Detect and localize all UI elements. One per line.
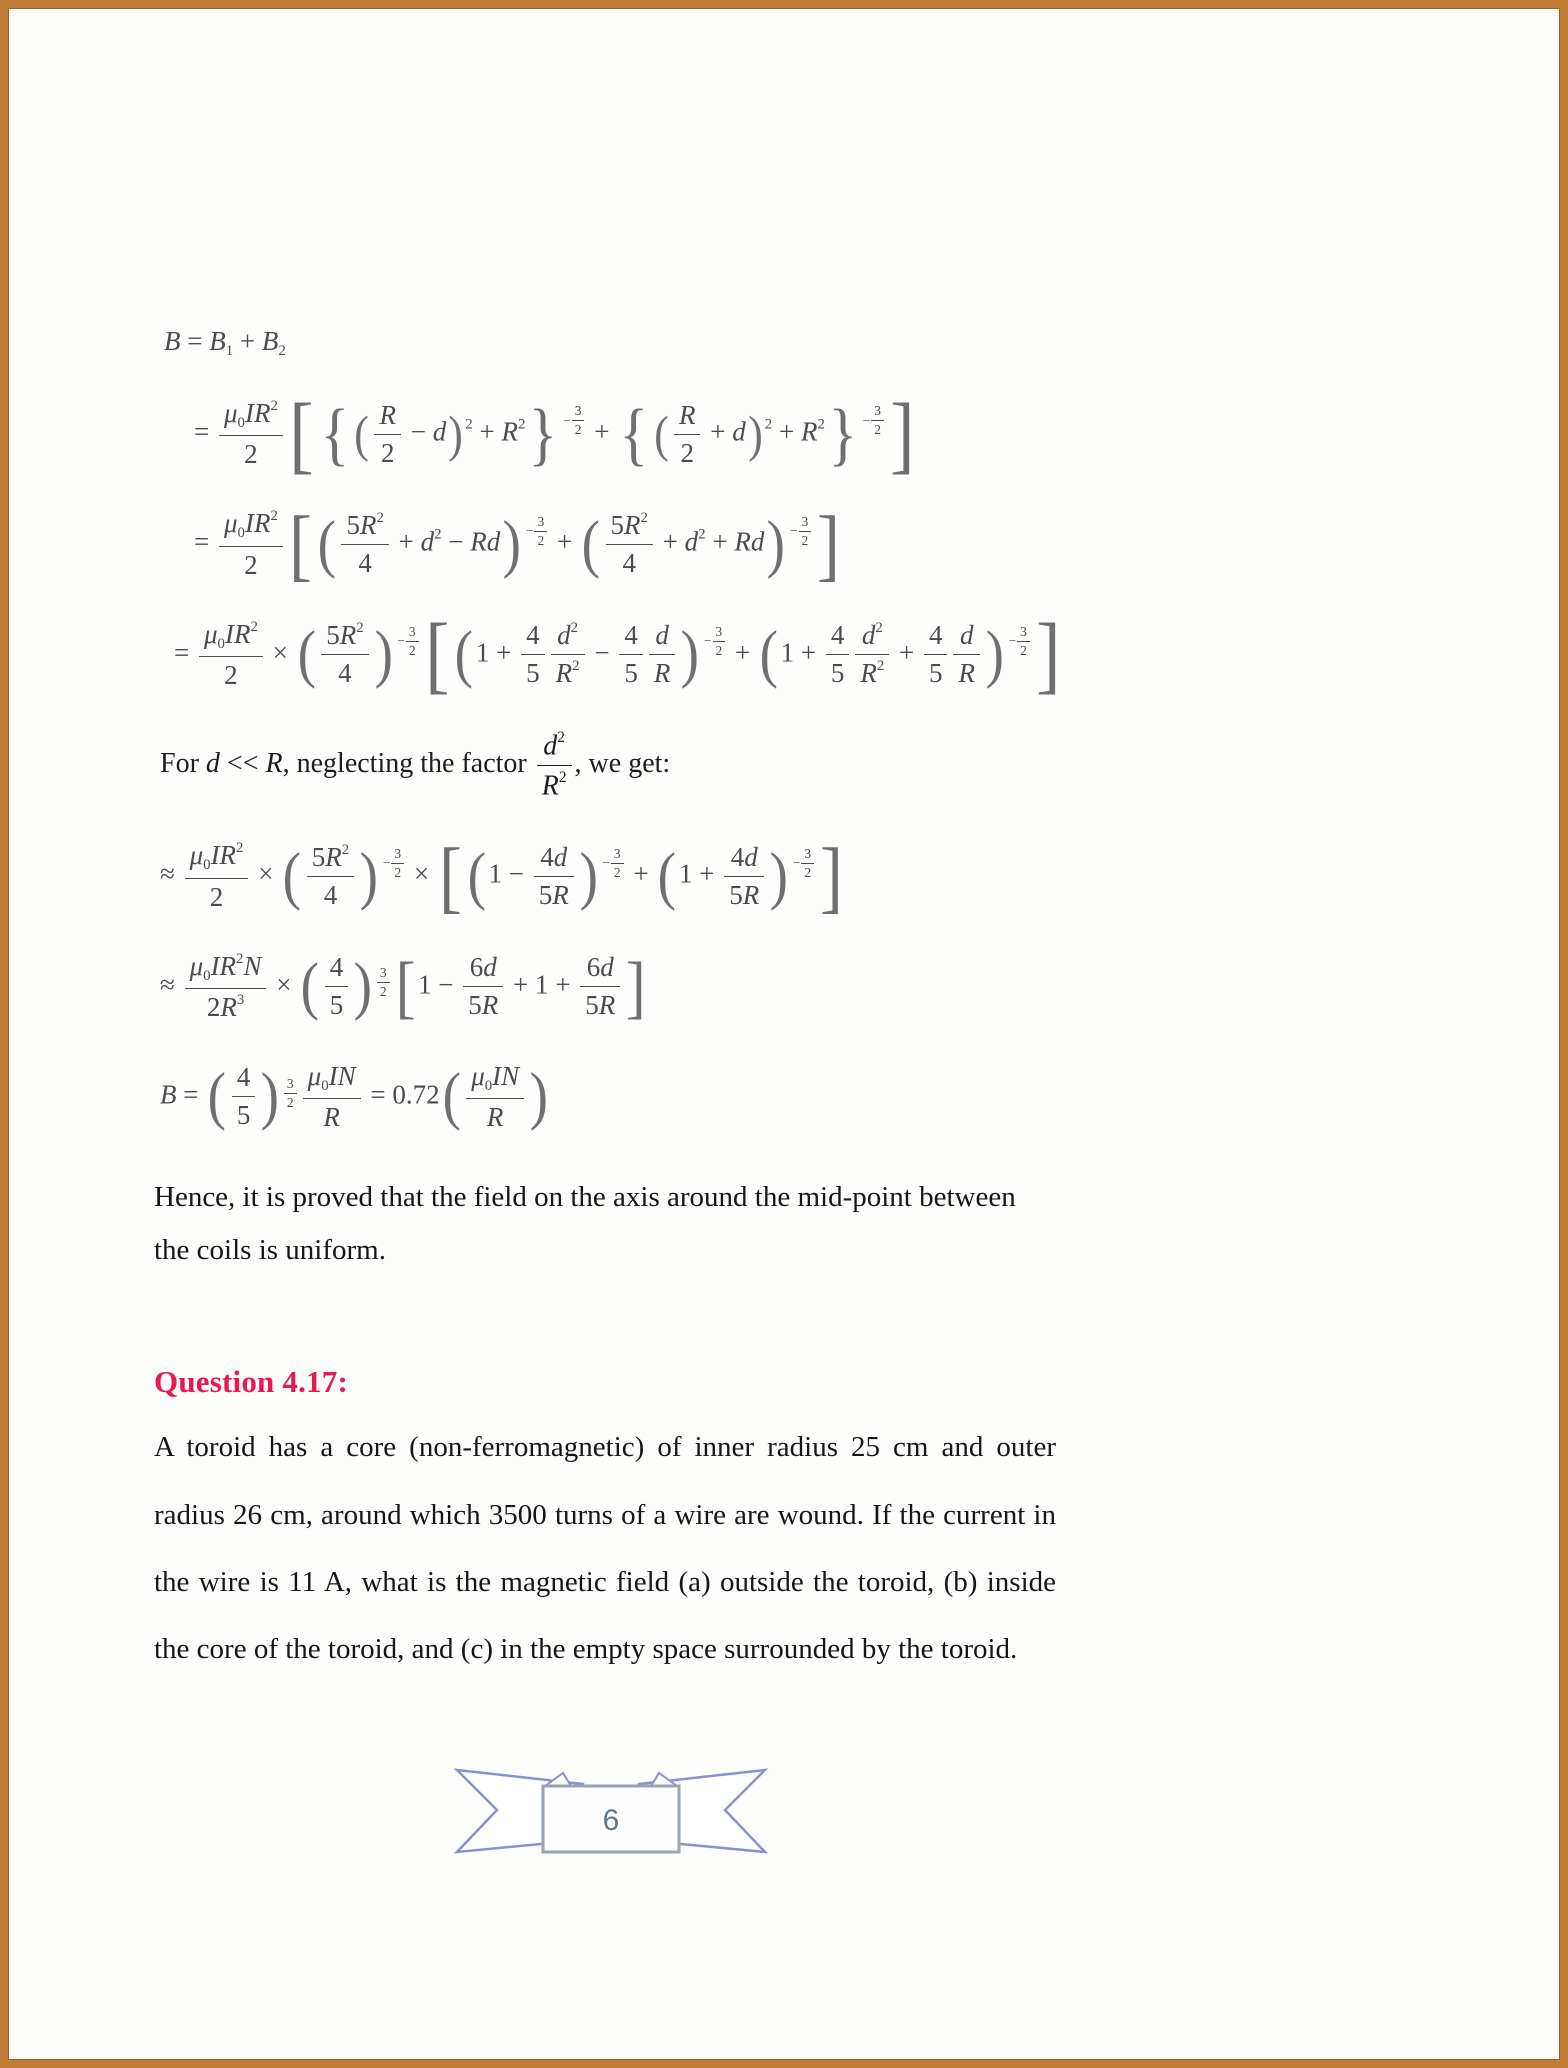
- text-neglecting-factor: For d << R, neglecting the factor $\frac{d^2}{R^2}$ , we get:: [160, 728, 671, 802]
- question-body: A toroid has a core (non-ferromagnetic) of inner radius 25 cm and outer radius 26 cm, around which 3500 turns of a wire are wound. If the current in the wire is 11 A, what is the magnetic field (a) outside the toroid, (b) inside the core of the toroid, and (c) in the empty space surrounded by the toroid.: [154, 1431, 1056, 1666]
- eq-step-3: = $\frac{\mu 0IR^2}{2}$ × ( $\frac{5R^2}{4}$ ) − $\frac{3}{2}$ [(1 + $\frac{4}{5}$ $\frac{d^2}{R^2}$ − $\frac{4}{5}$ $\frac{d}{R}$ ) − $\frac{3}{2}$ + (1 + $\frac{4}{5}$ $\frac{d^2}{R^2}$ + $\frac{4}{5}$ $\frac{d}{R}$ ) − $\frac{3}{2}$ ]: [174, 606, 1061, 703]
- eq-approx-1: ≈ $\frac{\mu 0IR^2}{2}$ × ( $\frac{5R^2}{4}$ ) − $\frac{3}{2}$ × [(1 − $\frac{4d}{5R}$ ) − $\frac{3}{2}$ + (1 + $\frac{4d}{5R}$ ) − $\frac{3}{2}$ ]: [160, 831, 844, 922]
- page-content: [8, 8, 1068, 1882]
- eq-approx-2: ≈ $\frac{\mu 0IR^2N}{2R^3}$ × ( $\frac{4}{5}$ ) 3 2 [ 1 − $\frac{6d}{5R}$ + 1 + $\frac{6d}{5R}$ ]: [160, 947, 646, 1026]
- eq-b-sum: B = B1 + B2: [164, 326, 286, 360]
- eq-result: B = ( $\frac{4}{5}$ ) 3 2 $\frac{\mu 0IN}{R}$ = 0.72( $\frac{\mu 0IN}{R}$ ): [160, 1059, 549, 1132]
- math-derivation: [154, 326, 1068, 1133]
- question-heading: Question 4.17:: [154, 1364, 348, 1400]
- page-number: 6: [602, 1803, 620, 1837]
- conclusion-text: Hence, it is proved that the field on the axis around the mid-point between the coils is uniform.: [154, 1180, 1016, 1266]
- eq-step-1: = $\frac{\mu 0IR^2}{2}$ [{ ( $\frac{R}{2}$ − d) $^2 + R^2$} − $\frac{3}{2}$ + { ( $\frac{R}{2}$ + d) $^2 + R^2$} − $\frac{3}{2}$ ]: [194, 385, 915, 482]
- eq-step-2: = $\frac{\mu 0IR^2}{2}$ [( $\frac{5R^2}{4}$ + $d^2 - Rd$) − $\frac{3}{2}$ + ( $\frac{5R^2}{4}$ + $d^2 + Rd$) − $\frac{3}{2}$ ]: [194, 499, 841, 590]
- page-number-ribbon: [154, 1742, 1068, 1882]
- ribbon-graphic: [441, 1742, 781, 1882]
